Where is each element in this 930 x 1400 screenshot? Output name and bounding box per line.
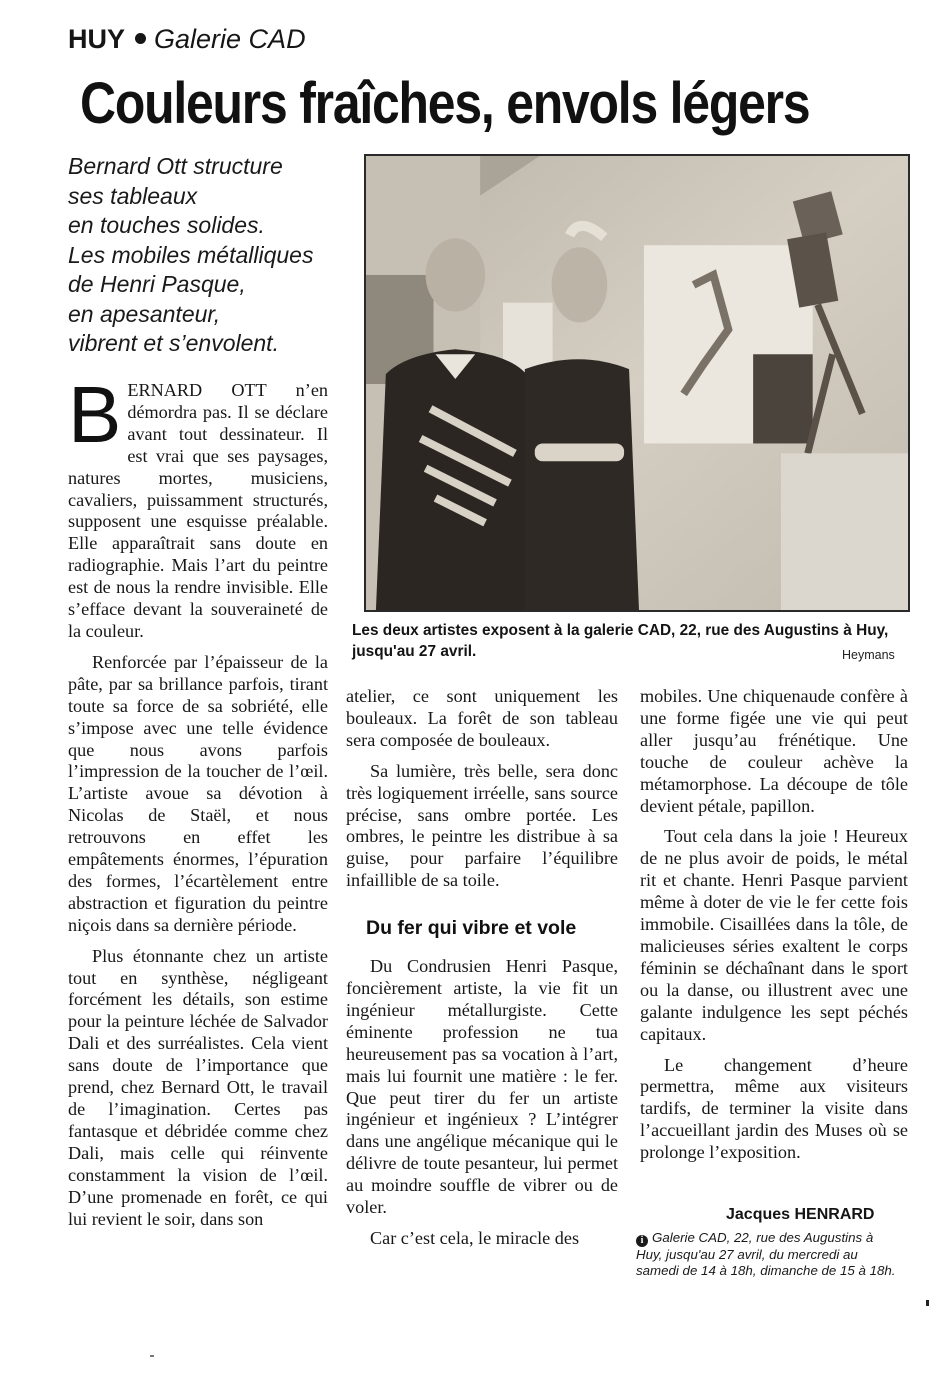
- pedestal: [781, 453, 908, 610]
- crossed-arms: [535, 443, 624, 461]
- author-byline: Jacques HENRARD: [726, 1206, 875, 1223]
- article-paragraph: Tout cela dans la joie ! Heureux de ne plus avoir de poids, le métal rit et chante. Henri Pasque parvient même à doter de vie le fer cette fois immobile. Cisaillées dans la tôle, de malicieuses séries exaltent le corps féminin se déchaînant dans le sport ou la danse, ou illustrent avec une galante indulgence les sept péchés capitaux.: [640, 826, 908, 1044]
- lede-line: ses tableaux: [68, 182, 198, 209]
- kicker-gallery: Galerie CAD: [154, 24, 306, 54]
- section-kicker: [68, 24, 306, 55]
- practical-info: [636, 1230, 898, 1278]
- lede-line: en touches solides.: [68, 212, 265, 238]
- article-photo: [364, 154, 910, 612]
- drop-cap: B: [68, 370, 122, 459]
- info-icon: i: [636, 1235, 648, 1247]
- article-column-1: [68, 370, 328, 1239]
- lede-line: Les mobiles métalliques: [68, 241, 314, 268]
- practical-info-text: Galerie CAD, 22, rue des Augustins à Huy, jusqu'au 27 avril, du mercredi au samedi de 14 à 18h, dimanche de 15 à 18h.: [636, 1230, 896, 1278]
- lede-line: Bernard Ott structure: [68, 153, 283, 179]
- article-paragraph: Sa lumière, très belle, sera donc très logiquement irréelle, sans source précise, sans ombre portée. Les ombres, le peintre les distribue à sa guise, pour parfaire l’équilibre infaillible de sa toile.: [346, 760, 618, 891]
- lede-line: vibrent et s’envolent.: [68, 330, 279, 356]
- painting-dark-area: [753, 354, 813, 443]
- man-right-jacket: [525, 359, 639, 610]
- article-column-3: [640, 686, 908, 1173]
- scan-edge-mark: [926, 1300, 929, 1306]
- article-paragraph: mobiles. Une chiquenaude confère à une forme figée une vie qui peut aller jusqu’au frénétique. Une touche de couleur achève la métamorphose. La découpe de tôle devient pétale, papillon.: [640, 686, 908, 816]
- article-paragraph: Le changement d’heure permettra, même aux visiteurs tardifs, de terminer la visite dans l’accueillant jardin des Muses où se prolonge l’exposition.: [640, 1054, 908, 1163]
- lede-line: de Henri Pasque,: [68, 271, 246, 297]
- scan-speck: [150, 1355, 154, 1357]
- kicker-place: HUY: [68, 24, 126, 54]
- man-left-sweater: [376, 349, 540, 610]
- article-paragraph: Plus étonnante chez un artiste tout en synthèse, négligeant forcément les détails, son estime pour la peinture léchée de Salvador Dali et des surréalistes. Cela vient sans doute de l’importance que prend, chez Bernard Ott, le travail de l’imagination. Certes pas fantasque et débridée comme chez Dali, mais celle qui réinvente constamment la vision de l’œil. D’une promenade en forêt, ce qui lui revient le soir, dans son: [68, 945, 328, 1229]
- article-paragraph: atelier, ce sont uniquement les bouleaux. La forêt de son tableau sera composée de bouleaux.: [346, 686, 618, 750]
- article-paragraph: [68, 370, 328, 643]
- article-paragraph: Du Condrusien Henri Pasque, foncièrement artiste, la vie fit un ingénieur métallurgiste. Cette éminente profession ne tua heureusement pas sa vocation à l’art, mais lui fournit une matière : le fer. Que peut tirer du fer un artiste ingénieur et ingénieux ? L’intégrer dans une angélique mécanique qui le délivre de toute pesanteur, lui permet au moindre souffle de vibrer ou de voler.: [346, 956, 618, 1218]
- photo-illustration: [366, 156, 908, 610]
- article-paragraph: Car c’est cela, le miracle des: [370, 1227, 580, 1248]
- man-left-head: [426, 238, 486, 311]
- headline: Couleurs fraîches, envols légers: [80, 71, 810, 136]
- paragraph-text: ERNARD OTT n’en démordra pas. Il se déclare avant tout dessinateur. Il est vrai que ses paysages, natures mortes, musiciens, cavaliers, puissamment structurés, supposent une esquisse préalable. Elle apparaîtrait sans doute en radiographie. Mais l’art du peintre est de nous la rendre invisible. Elle s’efface devant la souveraineté de la couleur.: [68, 380, 328, 641]
- subheading: Du fer qui vibre et vole: [366, 917, 577, 940]
- small-painting: [503, 303, 553, 372]
- article-column-2: [346, 686, 618, 1259]
- lede: [68, 152, 358, 359]
- photo-credit: Heymans: [842, 648, 895, 662]
- photo-caption: Les deux artistes exposent à la galerie CAD, 22, rue des Augustins à Huy, jusqu'au 27 avril.: [352, 622, 889, 660]
- man-right-head: [552, 247, 608, 322]
- lede-line: en apesanteur,: [68, 300, 221, 327]
- article-paragraph: Renforcée par l’épaisseur de la pâte, par sa brillance parfois, tirant toute sa force de sa sobriété, elle s’impose avec une telle évidence que nous avons parfois l’impression de la toucher de l’œil. L’artiste avoue sa dévotion à Nicolas de Staël, et nous retrouvons en effet les empâtements énormes, l’épuration des formes, l’écartèlement entre abstraction et figuration du peintre niçois dans sa dernière période.: [68, 651, 328, 935]
- bullet-icon: [135, 33, 146, 44]
